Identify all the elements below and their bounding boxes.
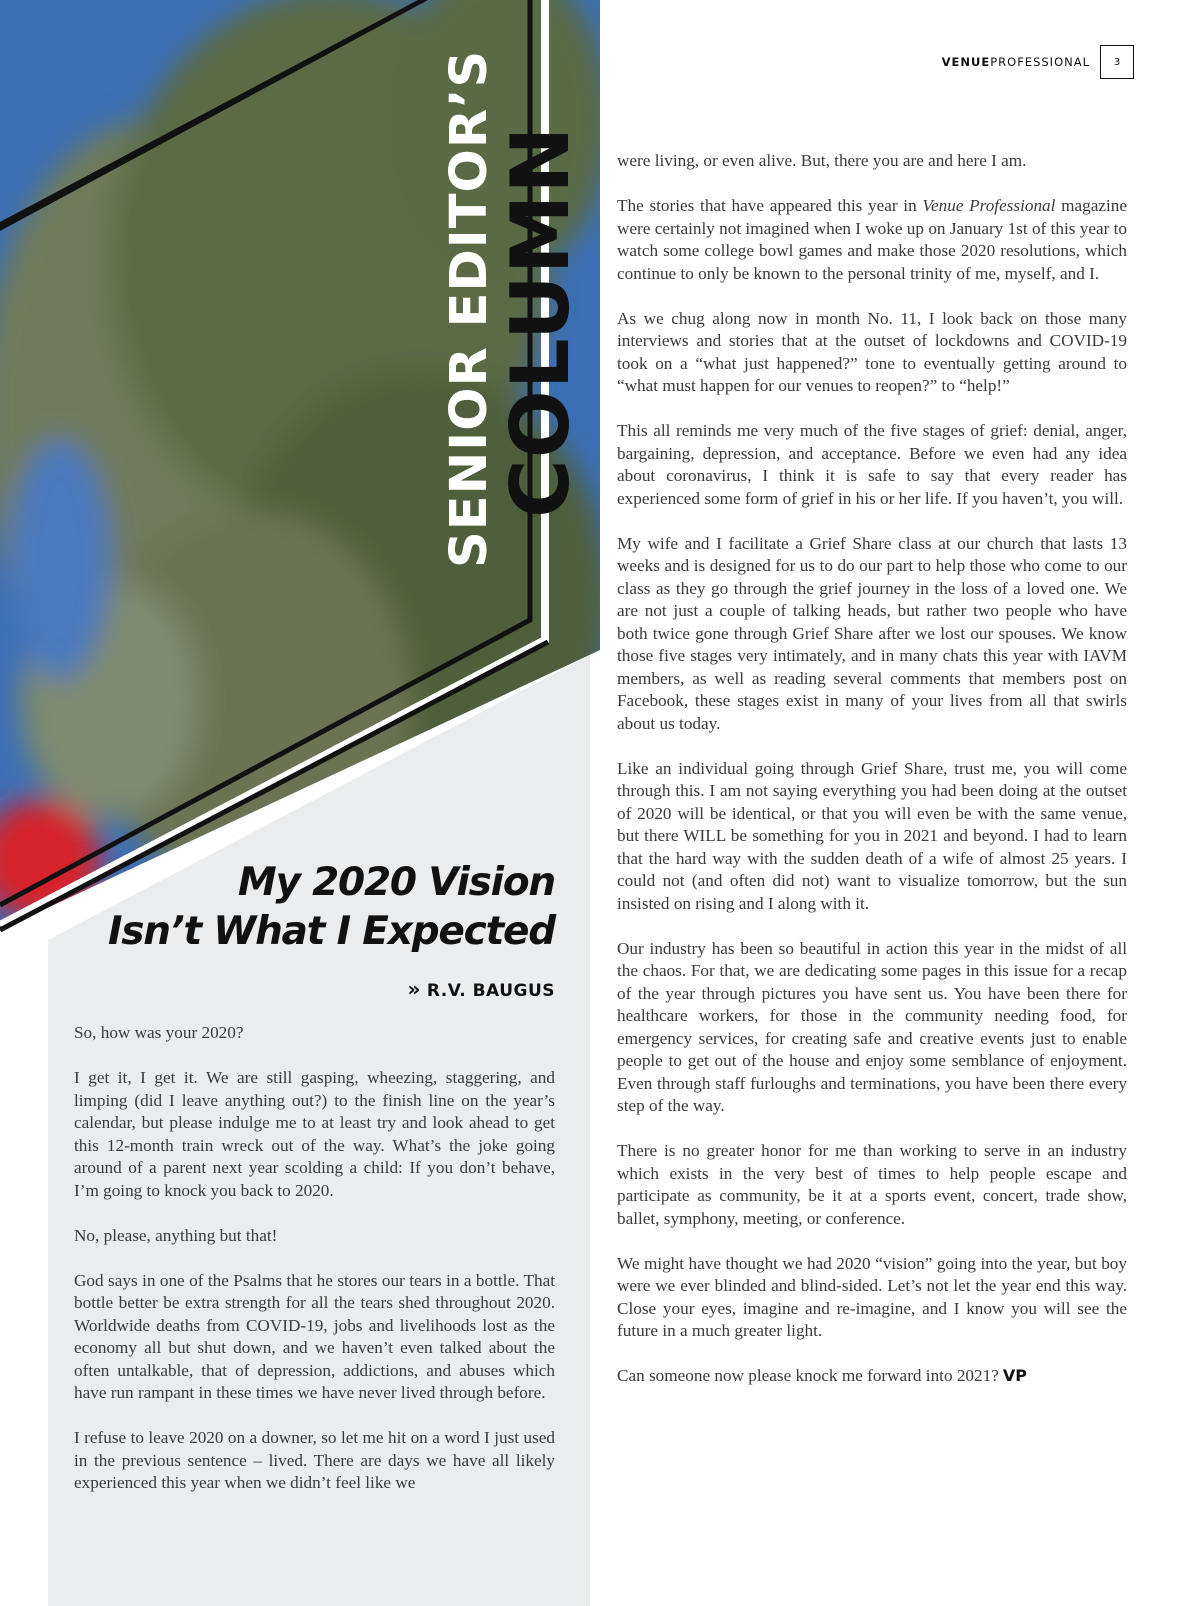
article-title xyxy=(15,858,555,956)
closing-line: Can someone now please knock me forward into 2021? xyxy=(617,1366,999,1385)
paragraph xyxy=(617,195,1127,285)
section-title-line2: COLUMN xyxy=(494,125,587,518)
paragraph: So, how was your 2020? xyxy=(74,1023,244,1042)
end-mark: VP xyxy=(1002,1366,1027,1385)
text-run: The stories that have appeared this year in xyxy=(617,196,923,215)
paragraph: No, please, anything but that! xyxy=(74,1225,278,1245)
paragraph: were living, or even alive. But, there you are and here I am. xyxy=(617,151,1027,170)
paragraph: God says in one of the Psalms that he stores our tears in a bottle. That bottle better be extra strength for all the tears shed throughout 2020. Worldwide deaths from COVID-19, jobs and livelihoods lost as the economy all but shut down, and we haven’t even talked about the often untalkable, that of depression, addictions, and abuses which have run rampant in these times we have never lived through before. xyxy=(74,1270,555,1402)
paragraph: This all reminds me very much of the five stages of grief: denial, anger, bargaining, depression, and acceptance. Before we even had any idea about coronavirus, I think it is safe to say that every reader has experienced some form of grief in his or her life. If you haven’t, you will. xyxy=(617,421,1127,508)
paragraph: There is no greater honor for me than working to serve in an industry which exists in the very best of times to help people escape and participate as community, be it at a sports event, concert, trade show, ballet, symphony, meeting, or conference. xyxy=(617,1141,1127,1228)
brand-regular: PROFESSIONAL xyxy=(990,55,1090,69)
left-column xyxy=(74,1022,555,1517)
author-name: R.V. BAUGUS xyxy=(426,981,555,1001)
paragraph: We might have thought we had 2020 “vision” going into the year, but boy were we ever blinded and blind-sided. Let’s not let the year end this way. Close your eyes, imagine and re-imagine, and I know you will see the future in a much greater light. xyxy=(617,1253,1127,1340)
magazine-name xyxy=(942,55,1090,69)
section-title-line1: SENIOR EDITOR’S xyxy=(440,49,499,568)
byline-arrow-icon: » xyxy=(407,977,421,1001)
paragraph: As we chug along now in month No. 11, I look back on those many interviews and stories that at the outset of lockdowns and COVID-19 took on a “what just happened?” tone to eventually getting around to “what must happen for our venues to reopen?” to “help!” xyxy=(617,308,1127,395)
article-title-line2: Isn’t What I Expected xyxy=(107,909,555,954)
brand-bold: VENUE xyxy=(941,55,991,69)
page-number: 3 xyxy=(1100,45,1134,79)
article-title-line1: My 2020 Vision xyxy=(237,860,555,905)
page-header xyxy=(942,44,1134,80)
text-run: magazine were certainly not imagined when I woke up on January 1st of this year to watch some college bowl games and make those 2020 resolutions, which continue to only be known to the personal trinity of me, myself, and I. xyxy=(617,196,1128,283)
paragraph: Our industry has been so beautiful in action this year in the midst of all the chaos. For that, we are dedicating some pages in this issue for a recap of the year through pictures you have sent us. You have been there for healthcare workers, for those in the community needing food, for emergency services, for creating safe and creative events just to enable people to get out of the house and enjoy some semblance of enjoyment. Even through staff furloughs and terminations, you have been there every step of the way. xyxy=(617,938,1127,1115)
paragraph: I get it, I get it. We are still gasping, wheezing, staggering, and limping (did I leave anything out?) to the finish line on the year’s calendar, but please indulge me to at least try and look ahead to get this 12-month train wreck out of the way. What’s the joke going around of a parent next year scolding a child: If you don’t behave, I’m going to knock you back to 2020. xyxy=(74,1068,555,1200)
closing-paragraph xyxy=(617,1365,1127,1388)
byline xyxy=(407,977,555,1001)
right-column xyxy=(617,150,1127,1410)
paragraph: I refuse to leave 2020 on a downer, so let me hit on a word I just used in the previous sentence – lived. There are days we have all likely experienced this year when we didn’t feel like we xyxy=(74,1428,555,1492)
paragraph: Like an individual going through Grief Share, trust me, you will come through this. I am not saying everything you had been doing at the outset of 2020 will be identical, or that you will even be with the same venue, but there WILL be something for you in 2021 and beyond. I had to learn that the hard way with the sudden death of a wife of almost 25 years. I could not (and often did not) want to visualize tomorrow, but the sun insisted on rising and I along with it. xyxy=(617,758,1127,913)
paragraph: My wife and I facilitate a Grief Share class at our church that lasts 13 weeks and is designed for us to do our part to help those who come to our class as they go through the grief journey in the loss of a loved one. We are not just a couple of talking heads, but rather two people who have both twice gone through Grief Share after we lost our spouses. We know those five stages very intimately, and in many chats this year with IAVM members, as well as reading several comments that members post on Facebook, these stages exist in many of your lives from all that swirls about us today. xyxy=(617,533,1127,733)
magazine-title-italic: Venue Professional xyxy=(922,196,1056,215)
